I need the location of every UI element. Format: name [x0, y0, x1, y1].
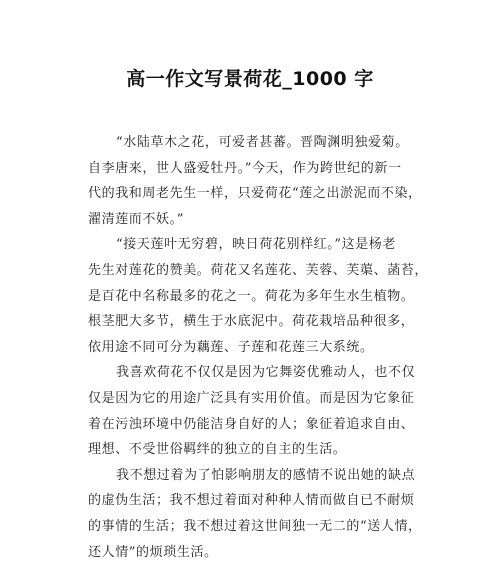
text-line: 仅是因为它的用途广泛具有实用价值。而是因为它象征	[88, 390, 415, 406]
text-line: 的虚伪生活；我不想过着面对种种人情而做自已不耐烦	[88, 493, 415, 509]
text-line: 代的我和周老先生一样，只爱荷花“莲之出淤泥而不染，	[88, 186, 422, 202]
document-body	[88, 130, 429, 565]
text-line: 的事情的生活；我不想过着这世间独一无二的“送人情，	[88, 518, 422, 534]
paragraph-4	[88, 463, 422, 565]
paragraph-3	[88, 360, 418, 462]
text-line: 是百花中名称最多的花之一。荷花为多年生水生植物。	[88, 288, 415, 304]
document-title: 高一作文写景荷花_1000 字	[126, 68, 374, 90]
text-line: 我不想过着为了怕影响朋友的感情不说出她的缺点	[116, 467, 416, 483]
text-line: 依用途不同可分为藕莲、子莲和花莲三大系统。	[88, 339, 374, 355]
text-line: “水陆草木之花，可爱者甚蕃。晋陶渊明独爱菊。	[116, 135, 409, 150]
text-line: “接天莲叶无穷碧，映日荷花别样红。”这是杨老	[116, 237, 396, 253]
text-line: 濯清莲而不妖。”	[88, 211, 184, 227]
paragraph-1	[88, 130, 422, 232]
text-line: 还人情”的烦琐生活。	[88, 544, 218, 560]
paragraph-2	[88, 232, 429, 360]
text-line: 自李唐来，世人盛爱牡丹。”今天，作为跨世纪的新一	[88, 160, 402, 176]
text-line: 根茎肥大多节，横生于水底泥中。荷花栽培品种很多，	[88, 314, 415, 330]
text-line: 先生对莲花的赞美。荷花又名莲花、芙蓉、芙蕖、菡苔，	[88, 262, 429, 278]
text-line: 理想、不受世俗羁绊的独立的自主的生活。	[88, 442, 347, 458]
text-line: 我喜欢荷花不仅仅是因为它舞姿优雅动人，也不仅	[116, 365, 416, 381]
text-line: 着在污浊环境中仍能洁身自好的人；象征着追求自由、	[88, 416, 415, 432]
